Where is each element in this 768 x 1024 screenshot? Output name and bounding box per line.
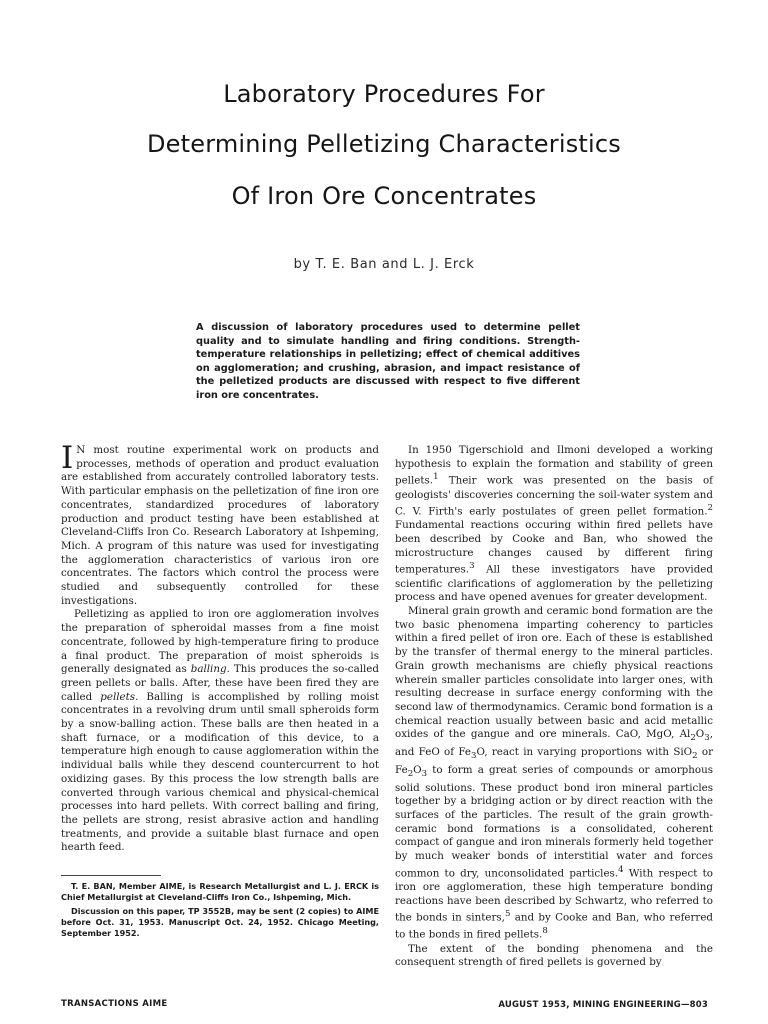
text-run: or Fe [395,746,713,776]
bonding-paragraph [395,605,713,943]
text-run: and by Cooke and Ban, who referred to the bonds in fired pellets. [395,911,714,941]
footnotes [61,881,379,942]
text-run: All these investigators have provided scientific clarifications of agglomeration by the pelletizing process and have opened avenues for greater development. [395,563,713,604]
subscript: 3 [471,751,477,762]
text-run: With respect to iron ore agglomeration, these high temperature bonding reactions have been described by Schwartz, who referred to the bonds in sinters, [395,867,713,924]
text-run: O, react in varying proportions with SiO [476,746,693,759]
reference-marker: 1 [433,472,439,483]
text-run: to form a great series of compounds or amorphous solid solutions. These product bond iron mineral particles together by a bridging action or by direct reaction with the surfaces of the particles. The result of the grain growth-ceramic bond formations is a consolidated, coherent compact of gangue and iron minerals formerly held together by much weaker bonds of interstitial water and forces common to dry, unconsolidated particles. [395,763,713,880]
strength-paragraph: The extent of the bonding phenomena and the consequent strength of fired pellets is governed by [395,942,713,969]
text-run: In 1950 Tigerschiold and Ilmoni developed a working hypothesis to explain the formation and stability of green pellets. [395,444,713,487]
italic-term: balling. [190,663,230,676]
reference-marker: 5 [504,909,511,920]
discussion-note: Discussion on this paper, TP 3552B, may be sent (2 copies) to AIME before Oct. 31, 1953. Manuscript Oct. 24, 1952. Chicago Meeting, September 1952. [61,906,379,938]
subscript: 2 [692,751,698,762]
journal-footer: TRANSACTIONS AIME [61,999,168,1009]
reference-marker: 4 [618,864,624,875]
text-run: Fundamental reactions occuring within fired pellets have been described by Cooke and Ban, who showed the microstructure changes caused by different firing temperatures. [395,519,713,576]
pelletizing-paragraph [61,608,379,855]
text-run: O [413,763,422,776]
text-run: Mineral grain growth and ceramic bond formation are the two basic phenomena imparting coherency to particles within a fired pellet of iron ore. Each of these is established by the transfer of thermal energy to the mineral particles. Grain growth mechanisms are chiefly physical reactions wherein smaller particles consolidate into larger ones, with resulting decrease in surface energy conforming with the second law of thermodynamics. Ceramic bond formation is a chemical reaction usually between basic and acid metallic oxides of the gangue and ore minerals. CaO, MgO, Al [395,605,713,741]
italic-term: pellets. [100,690,139,703]
intro-paragraph-text: N most routine experimental work on products and processes, methods of operation and product evaluation are established from accurately controlled laboratory tests. With particular emphasis on the pelletization of fine iron ore concentrates, standardized procedures of laboratory production and product testing have been established at Cleveland-Cliffs Iron Co. Research Laboratory at Ishpeming, Mich. A program of this nature was used for investigating the agglomeration characteristics of various iron ore concentrates. The factors which control the process were studied and subsequently controlled for these investigations. [61,444,379,607]
text-run: Their work was presented on the basis of geologists' discoveries concerning the soil-water system and C. V. Firth's early postulates of green pellet formation. [395,474,713,518]
text-run: Pelletizing as applied to iron ore agglomeration involves the preparation of spheroidal masses from a fine moist concentrate, followed by high-temperature firing to produce a final product. The preparation of moist spheroids is generally designated as [61,608,379,676]
title-line-2: Determining Pelletizing Characteristics [146,130,621,158]
issue-page-footer: AUGUST 1953, MINING ENGINEERING—803 [498,1000,708,1010]
right-column [395,444,713,970]
text-run: This produces the so-called green pellets or balls. After, these have been fired they are called [61,663,379,703]
subscript: 3 [704,733,710,744]
intro-paragraph [61,440,379,608]
text-run: O [695,728,705,741]
drop-cap: I [61,440,74,476]
abstract: A discussion of laboratory procedures used to determine pellet quality and to simulate handling and firing conditions. Strength-temperature relationships in pelletizing; effect of chemical additives on agglomeration; and crushing, abrasion, and impact resistance of the pelletized products are discussed with respect to five different iron ore concentrates. [196,322,580,401]
author-affiliation-note: T. E. BAN, Member AIME, is Research Metallurgist and L. J. ERCK is Chief Metallurgist at Cleveland-Cliffs Iron Co., Ishpeming, Mich. [61,881,379,902]
text-run: Balling is accomplished by rolling moist concentrates in a revolving drum until small spheroids form by a snow-balling action. These balls are then heated in a shaft furnace, or a modification of this device, to a temperature high enough to cause agglomeration within the individual balls while they descend countercurrent to hot oxidizing gases. By this process the low strength balls are converted through various chemical and physical-chemical processes into hard pellets. With correct balling and firing, the pellets are strong, resist abrasive action and handling treatments, and provide a suitable blast furnace and open hearth feed. [61,690,380,854]
history-paragraph [395,444,713,605]
author-byline: by T. E. Ban and L. J. Erck [293,257,475,272]
title-line-3: Of Iron Ore Concentrates [231,182,537,210]
subscript: 2 [690,733,696,744]
reference-marker: 2 [707,503,713,514]
reference-marker: 3 [469,561,475,572]
title-line-1: Laboratory Procedures For [223,80,545,108]
text-run: , and FeO of Fe [395,728,713,759]
reference-marker: 8 [542,926,548,937]
left-column [61,440,380,855]
subscript: 2 [407,768,414,779]
footnote-divider [61,875,161,876]
subscript: 3 [421,768,428,779]
